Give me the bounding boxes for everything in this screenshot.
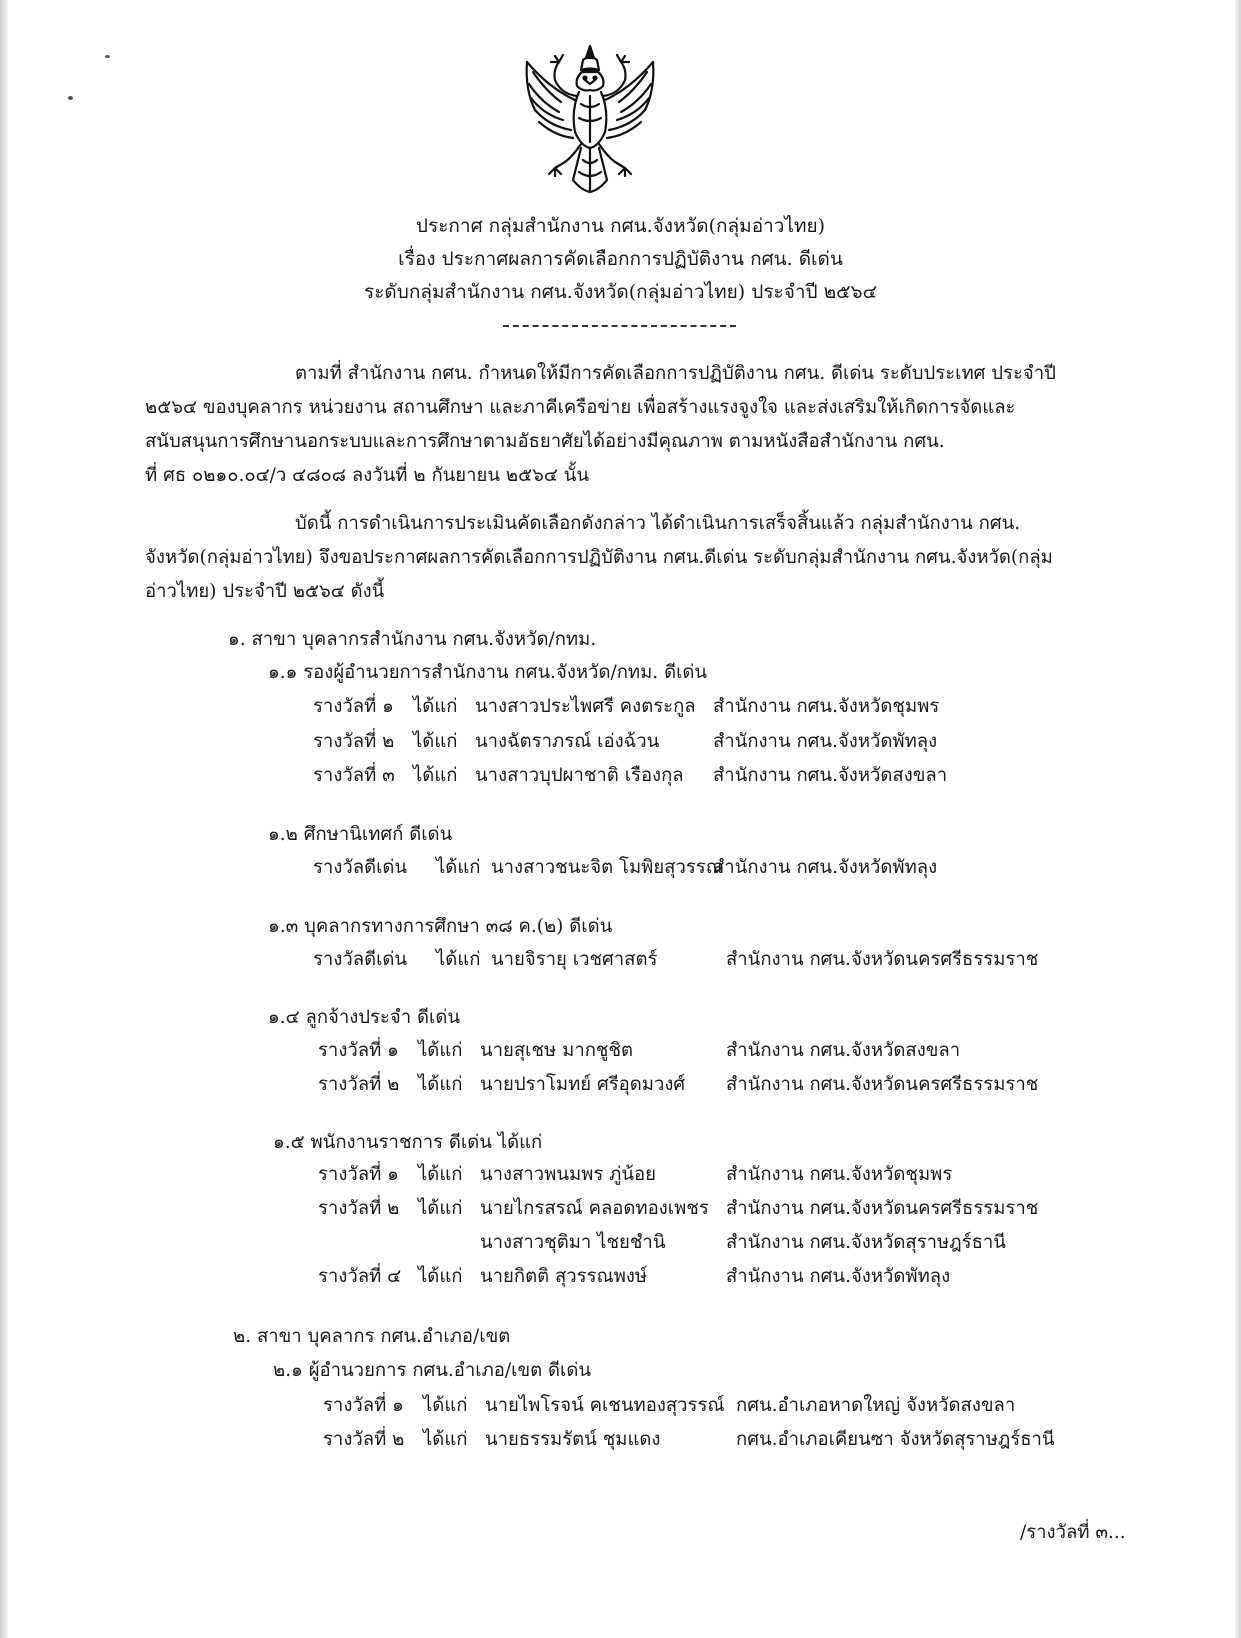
- award-rank: รางวัลที่ ๒: [323, 1429, 405, 1450]
- award-recipient: นายกิตติ สุวรรณพงษ์: [480, 1266, 648, 1287]
- award-recipient: นายไพโรจน์ คเชนทองสุวรรณ์: [485, 1395, 725, 1416]
- garuda-emblem-icon: [515, 40, 665, 200]
- award-office: สำนักงาน กศน.จังหวัดนครศรีธรรมราช: [726, 949, 1039, 970]
- award-got-label: ได้แก่: [436, 857, 481, 878]
- award-got-label: ได้แก่: [413, 731, 458, 752]
- heading-divider: [503, 325, 736, 327]
- award-rank: รางวัลที่ ๑: [323, 1395, 404, 1416]
- continuation-marker: /รางวัลที่ ๓...: [1020, 1522, 1126, 1543]
- award-got-label: ได้แก่: [423, 1395, 468, 1416]
- section-heading: ๑. สาขา บุคลากรสำนักงาน กศน.จังหวัด/กทม.: [228, 629, 597, 650]
- award-got-label: ได้แก่: [413, 765, 458, 786]
- award-office: สำนักงาน กศน.จังหวัดชุมพร: [713, 696, 940, 717]
- announcement-subject: เรื่อง ประกาศผลการคัดเลือกการปฏิบัติงาน กศน. ดีเด่น: [398, 248, 843, 270]
- award-recipient: นางสาวชุติมา ไชยชำนิ: [480, 1232, 666, 1253]
- award-office: สำนักงาน กศน.จังหวัดชุมพร: [726, 1164, 953, 1185]
- award-office: สำนักงาน กศน.จังหวัดพัทลุง: [726, 1266, 951, 1287]
- award-office: สำนักงาน กศน.จังหวัดพัทลุง: [713, 731, 938, 752]
- award-recipient: นางฉัตราภรณ์ เอ่งฉ้วน: [475, 731, 660, 752]
- award-recipient: นางสาวพนมพร ภู่น้อย: [480, 1164, 656, 1185]
- award-rank: รางวัลดีเด่น: [313, 949, 408, 970]
- scan-speck: [105, 55, 110, 58]
- award-office: กศน.อำเภอเคียนซา จังหวัดสุราษฎร์ธานี: [736, 1429, 1055, 1450]
- subsection-heading: ๒.๑ ผู้อำนวยการ กศน.อำเภอ/เขต ดีเด่น: [273, 1360, 592, 1381]
- paragraph-line: จังหวัด(กลุ่มอ่าวไทย) จึงขอประกาศผลการคัดเลือกการปฏิบัติงาน กศน.ดีเด่น ระดับกลุ่มสำนักงาน กศน.จังหวัด(กลุ่ม: [145, 547, 1053, 568]
- award-recipient: นายจิรายุ เวชศาสตร์: [491, 949, 658, 970]
- award-got-label: ได้แก่: [418, 1074, 463, 1095]
- award-recipient: นางสาวบุปผาชาติ เรืองกุล: [475, 765, 684, 786]
- announcement-level: ระดับกลุ่มสำนักงาน กศน.จังหวัด(กลุ่มอ่าวไทย) ประจำปี ๒๕๖๔: [364, 281, 877, 303]
- award-rank: รางวัลที่ ๑: [313, 696, 394, 717]
- award-rank: รางวัลที่ ๓: [313, 765, 395, 786]
- subsection-heading: ๑.๓ บุคลากรทางการศึกษา ๓๘ ค.(๒) ดีเด่น: [268, 916, 613, 937]
- award-recipient: นายปราโมทย์ ศรีอุดมวงศ์: [480, 1074, 686, 1095]
- award-got-label: ได้แก่: [413, 696, 458, 717]
- award-rank: รางวัลที่ ๑: [318, 1040, 399, 1061]
- paragraph-line: สนับสนุนการศึกษานอกระบบและการศึกษาตามอัธยาศัยได้อย่างมีคุณภาพ ตามหนังสือสำนักงาน กศน.: [145, 431, 945, 452]
- paragraph-line: ตามที่ สำนักงาน กศน. กำหนดให้มีการคัดเลือกการปฏิบัติงาน กศน. ดีเด่น ระดับประเทศ ประจำปี: [295, 363, 1056, 384]
- subsection-heading: ๑.๑ รองผู้อำนวยการสำนักงาน กศน.จังหวัด/กทม. ดีเด่น: [268, 662, 708, 683]
- award-got-label: ได้แก่: [418, 1040, 463, 1061]
- award-recipient: นางสาวประไพศรี คงตระกูล: [475, 696, 696, 717]
- award-got-label: ได้แก่: [418, 1164, 463, 1185]
- intro-paragraph: [145, 357, 1090, 493]
- award-office: สำนักงาน กศน.จังหวัดนครศรีธรรมราช: [726, 1198, 1039, 1219]
- award-recipient: นายไกรสรณ์ คลอดทองเพชร: [480, 1198, 709, 1219]
- award-rank: รางวัลที่ ๒: [318, 1074, 400, 1095]
- section-heading: ๒. สาขา บุคลากร กศน.อำเภอ/เขต: [233, 1326, 511, 1347]
- award-got-label: ได้แก่: [423, 1429, 468, 1450]
- award-office: สำนักงาน กศน.จังหวัดสุราษฎร์ธานี: [726, 1232, 1006, 1253]
- announcement-title: ประกาศ กลุ่มสำนักงาน กศน.จังหวัด(กลุ่มอ่าวไทย): [415, 215, 826, 237]
- subsection-heading: ๑.๔ ลูกจ้างประจำ ดีเด่น: [268, 1007, 461, 1028]
- paragraph-line: ๒๕๖๔ ของบุคลากร หน่วยงาน สถานศึกษา และภาคีเครือข่าย เพื่อสร้างแรงจูงใจ และส่งเสริมให้เกิดการจัดและ: [145, 397, 1016, 418]
- award-office: สำนักงาน กศน.จังหวัดพัทลุง: [713, 857, 938, 878]
- award-rank: รางวัลดีเด่น: [313, 857, 408, 878]
- subsection-heading: ๑.๕ พนักงานราชการ ดีเด่น ได้แก่: [273, 1132, 543, 1153]
- award-recipient: นางสาวชนะจิต โมพิยสุวรรณ: [491, 857, 723, 878]
- award-office: กศน.อำเภอหาดใหญ่ จังหวัดสงขลา: [736, 1395, 1016, 1416]
- award-office: สำนักงาน กศน.จังหวัดสงขลา: [713, 765, 948, 786]
- award-office: สำนักงาน กศน.จังหวัดสงขลา: [726, 1040, 961, 1061]
- award-got-label: ได้แก่: [418, 1198, 463, 1219]
- award-office: สำนักงาน กศน.จังหวัดนครศรีธรรมราช: [726, 1074, 1039, 1095]
- paragraph-line: อ่าวไทย) ประจำปี ๒๕๖๔ ดังนี้: [145, 581, 385, 602]
- paragraph-line: ที่ ศธ ๐๒๑๐.๐๔/ว ๔๘๐๘ ลงวันที่ ๒ กันยายน ๒๕๖๔ นั้น: [145, 465, 590, 486]
- award-rank: รางวัลที่ ๒: [318, 1198, 400, 1219]
- announcement-heading: [0, 210, 1241, 309]
- result-paragraph: [145, 507, 1090, 609]
- award-recipient: นายธรรมรัตน์ ชุมแดง: [485, 1429, 661, 1450]
- award-rank: รางวัลที่ ๑: [318, 1164, 399, 1185]
- award-got-label: ได้แก่: [436, 949, 481, 970]
- paragraph-line: บัดนี้ การดำเนินการประเมินคัดเลือกดังกล่าว ได้ดำเนินการเสร็จสิ้นแล้ว กลุ่มสำนักงาน กศน.: [295, 513, 1021, 534]
- award-rank: รางวัลที่ ๒: [313, 731, 395, 752]
- scan-speck: [68, 96, 73, 100]
- award-got-label: ได้แก่: [418, 1266, 463, 1287]
- award-rank: รางวัลที่ ๔: [318, 1266, 402, 1287]
- subsection-heading: ๑.๒ ศึกษานิเทศก์ ดีเด่น: [268, 824, 453, 845]
- award-recipient: นายสุเชษ มากชูชิต: [480, 1040, 634, 1061]
